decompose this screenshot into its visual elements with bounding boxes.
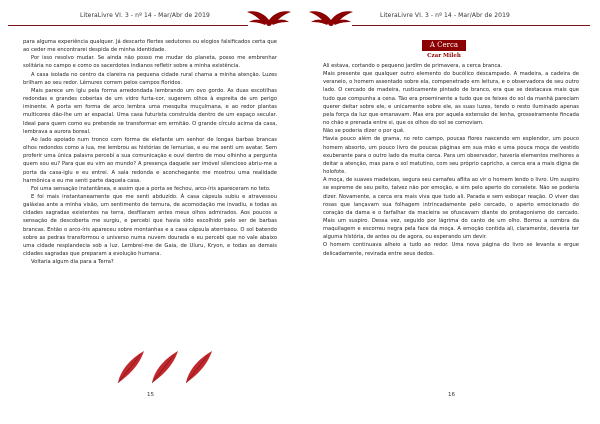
header-title: LiteraLivre VI. 3 - nº 14 - Mar/Abr de 2019 bbox=[80, 12, 210, 19]
paragraph: Voltaria algum dia para a Terra? bbox=[31, 259, 114, 266]
right-header bbox=[300, 6, 600, 28]
paragraph: O homem continuava alheio a tudo ao redor. Uma nova página do livro se levanta e ergue delicadamente, revirada entre seus dedos. bbox=[323, 242, 579, 257]
header-rule bbox=[352, 25, 590, 26]
winged-emblem-icon bbox=[246, 8, 292, 30]
right-body-text bbox=[323, 62, 579, 258]
page-number: 15 bbox=[147, 392, 154, 398]
winged-emblem-icon bbox=[308, 8, 354, 30]
paragraph: E foi mais instantaneamente que me senti abduzido. À casa cápsula subiu e atravessou galáxias ante a minha visão, um sentimento de ternura, de acomodação me invadiu, e todas as cidades sagradas existentes na terra, desfilaram antes meus olhos admirados. Aos poucos a sensação de descoberta me surgiu, e percebi que havia sido escolhido pelo ser de barbas brancas. Então o arco-íris apareceu sobre montanhas e a casa cápsula aterrissou. O sol batendo sobre as pedras transformou o universo numa nuvem dourada e eu percebi que no vale abaixo uma cidade resplandecia sob a luz. Lembrei-me de Gaia, de Uluru, Kryon, e todas as demais cidades sagradas que preparam a evolução humana. bbox=[23, 193, 277, 258]
paragraph: A moça, de suaves madeixas, segura seu camafeu aflita ao vir o homem lendo o livro. Um suspiro se espreme de seu peito, talvez não por emoção, e sim pelo aperto do corselete. Não se poderia dizer. Novamente, a cerca era mais viva que tudo ali. Parada e sem esboçar reação. O viver das rosas que lançavam sua folhagem intrincadamente pelo cercado, o aperto emocionado do coração da dama e o farfalhar da macieira se ofuscavam diante do protagonismo do cercado. Mais um suspiro. Dessa vez, seguido por lágrima do canto de um olho. Borrou a sombra da maquilagem e escorreu negra pela face da moça. A emoção contida ali, claramente, deveria ter alguma história, de antes ou de agora, ou esperando um devir. bbox=[323, 177, 579, 241]
right-page bbox=[300, 0, 600, 424]
paragraph: Ali estava, cortando o pequeno jardim de primavera, a cerca branca. bbox=[323, 63, 503, 69]
paragraph: Havia pouco além de grama, no reto campo, poucas flores nascendo em esplendor, um pouco homem absorto, um pouco livro de poucas páginas em sua mão e uma pouca moça de vestido exuberante para o outro lado da muita cerca. Para um observador, haveria elementos melhores a deitar a atenção, mas para o sol matutino, com seu próprio capricho, a cerca era a mais digna de holofote. bbox=[323, 136, 579, 176]
paragraph: para alguma experiência qualquer. Já descarto flertes sedutores ou elogios falsificados certa que ao ceder me encontrarei despida de minha identidade. bbox=[23, 39, 277, 54]
left-header bbox=[0, 6, 300, 28]
feather-quill-icon bbox=[110, 345, 220, 385]
paragraph: Mais presente que qualquer outro elemento do bucólico descampado. A madeira, a cadeira de veraneio, o homem assentado sobre ela, compenetrado em leitura, e o observadora de seu outro lado. O cercado de madeira, rusticamente pintado de branco, era que se destacava mais que tudo que compunha a cena. Tão era proeminente a tudo que os feixes do sol da manhã pareciam querer deitar sobre ele, e unicamente sobre ele, as suas luzes, tendo o resto iluminado apenas pela força da luz que emanavam. Mas era por aquela extensão de lenha, grosseiramente fincada no chão e prenada entre si, que os olhos do sol se comoviam. bbox=[323, 71, 579, 127]
paragraph: Não se poderia dizer o por quê. bbox=[323, 128, 405, 135]
header-title: LiteraLivre VI. 3 - nº 14 - Mar/Abr de 2019 bbox=[380, 12, 510, 19]
header-rule bbox=[8, 25, 248, 26]
section-author: Czar Mileh bbox=[427, 53, 461, 59]
paragraph: A casa isolada no centro da clareira na pequena cidade rural chama a minha atenção. Luzes brilham ao seu redor. Lêmures correm pelos campos floridos. bbox=[23, 71, 277, 86]
page-number: 16 bbox=[448, 392, 455, 398]
paragraph: Mais parece um iglu pela forma arredondada lembrando um ovo gordo. As duas escotilhas redondas e grandes cobertas de um vidro furta-cor, sugerem olhos à espreita de um perigo iminente. A porta em forma de arco lembra uma mesquita muçulmana, e ao redor plantas multicores dão-lhe um ar espacial. Uma casa futurista construída dentro de um espaço secular. Ideal para quem como eu pretende se transformar em ermitão. O grande círculo acima da casa, lembrava a aurora boreal. bbox=[23, 87, 277, 135]
paragraph: Foi uma sensação instantânea, e assim que a porta se fechou, arco-íris apareceram no teto. bbox=[31, 185, 271, 192]
paragraph: Por isso resolvo mudar. Se ainda não posso me mudar do planeta, posso me embrenhar solitária no campo e como os sacerdotes indianos refletir sobre a minha existência. bbox=[23, 55, 277, 70]
section-title: A Cerca bbox=[422, 40, 466, 51]
paragraph: Ao lado apoiado num tronco com forma de elefante um senhor de longas barbas brancas olhos redondos como a lua, me lembrou as histórias de lemurias, e eu me senti um avatar. Sem proferir uma única palavra percebi a sua comunicação e ouvi dentro de mou olhinho a pergunta quem sou eu? Para que eu vim ao mundo? A presença daquele ser imóvel silencioso abriu-me a porta da casa-iglu e eu entrei. A sala redonda e aconchegante me mostrou uma realidade harmônica e eu me senti parte daquela casa. bbox=[23, 136, 277, 184]
left-body-text bbox=[23, 38, 277, 266]
